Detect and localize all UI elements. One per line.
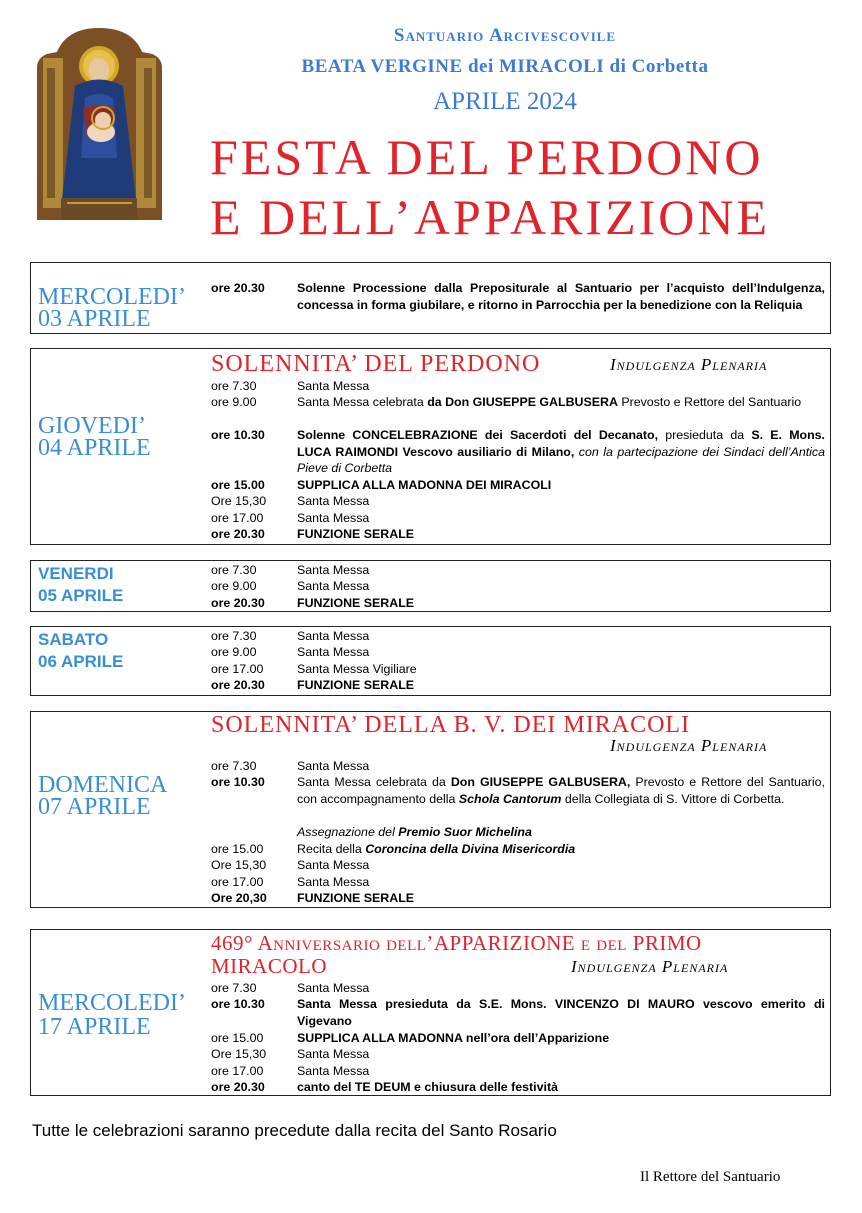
desc-part: Assegnazione del [297,825,399,839]
desc-part: Solenne CONCELEBRAZIONE dei Sacerdoti del Decanato, [297,428,659,442]
time: ore 17.00 [211,511,264,525]
time: ore 17.00 [211,662,264,676]
description: Santa Messa [297,858,370,872]
time: ore 7.30 [211,379,257,393]
day-name: MERCOLEDI’ [38,990,186,1016]
day-name: SABATO [38,630,109,649]
day-box-giovedi-04 [30,348,831,545]
time: ore 20.30 [211,1080,265,1094]
sanctuary-subtitle: BEATA VERGINE dei MIRACOLI di Corbetta [301,56,709,77]
time: ore 7.30 [211,981,257,995]
description: FUNZIONE SERALE [297,678,415,692]
time: ore 10.30 [211,997,265,1011]
day-box-domenica-07 [30,711,831,908]
description: Santa Messa [297,759,370,773]
day-box-mercoledi-03 [30,262,831,334]
description: Santa Messa [297,511,370,525]
description [297,841,825,858]
time: ore 9.00 [211,395,257,409]
anniversary-heading-cont: MIRACOLO [211,954,328,978]
description: Santa Messa [297,629,370,643]
madonna-icon [37,28,162,220]
desc-part: Santa Messa celebrata [297,395,428,409]
time: ore 17.00 [211,1064,264,1078]
time: ore 20.30 [211,527,265,541]
time: ore 10.30 [211,428,265,442]
month-year: APRILE 2024 [433,88,577,115]
desc-part: Prevosto e Rettore del Santuario, con accompagnamento della [297,775,826,806]
description: Santa Messa [297,875,370,889]
sanctuary-name: Santuario Arcivescovile [393,25,617,46]
time: ore 9.00 [211,645,257,659]
feast-title-line2: E DELL’APPARIZIONE [210,189,771,245]
description: Santa Messa [297,494,370,508]
description: Santa Messa [297,379,370,393]
description [297,427,825,477]
desc-part: S. E. Mons. LUCA RAIMONDI Vescovo ausiliario di Milano, [297,428,825,459]
time: ore 7.30 [211,759,257,773]
time: ore 15.00 [211,478,265,492]
time: ore 7.30 [211,563,257,577]
description: Santa Messa [297,1047,370,1061]
desc-part: nell’ora dell’Apparizione [462,1031,610,1045]
day-name: GIOVEDI’ [38,413,146,439]
description: Santa Messa [297,579,370,593]
desc-part: della Collegiata di S. Vittore di Corbetta. [561,791,785,806]
indulgence-label: Indulgenza Plenaria [610,736,768,755]
prayer-name: Coroncina della Divina Misericordia [365,842,576,856]
day-date: 06 APRILE [38,652,124,671]
time: Ore 15,30 [211,1047,267,1061]
description: FUNZIONE SERALE [297,527,415,541]
description: Santa Messa [297,645,370,659]
description: Santa Messa [297,981,370,995]
time: Ore 20,30 [211,891,267,905]
time: ore 15.00 [211,1031,264,1045]
description: Solenne Processione dalla Prepositurale al Santuario per l’acquisto dell’Indulgenza, concessa in forma giubilare, e ritorno in Parrocchia per la benedizione con la Reliquia [297,281,825,312]
description: canto del TE DEUM e chiusura delle festività [297,1080,558,1094]
award-name: Premio Suor Michelina [398,825,532,839]
day-name: MERCOLEDI’ [38,284,186,310]
celebrant: da Don GIUSEPPE GALBUSERA [427,395,618,409]
description: Santa Messa presieduta da S.E. Mons. VINCENZO DI MAURO vescovo emerito di Vigevano [297,997,825,1028]
signature: Il Rettore del Santuario [640,1169,781,1185]
desc-part: con la partecipazione dei Sindaci dell’Antica Pieve di Corbetta [297,444,825,475]
day-box-sabato-06 [30,626,831,696]
description [297,824,825,841]
feast-title-line1: FESTA DEL PERDONO [210,129,764,185]
desc-part: presieduta da [658,428,752,442]
time: Ore 15,30 [211,858,267,872]
day-box-venerdi-05 [30,560,831,612]
day-date: 04 APRILE [38,435,151,461]
day-name: DOMENICA [38,772,168,798]
time: ore 20.30 [211,281,265,295]
description: SUPPLICA ALLA MADONNA DEI MIRACOLI [297,478,552,492]
description: Santa Messa [297,563,370,577]
indulgence-label: Indulgenza Plenaria [571,957,729,976]
description [297,774,825,807]
time: ore 9.00 [211,579,257,593]
celebrant: Don GIUSEPPE GALBUSERA, [450,775,631,789]
time: ore 7.30 [211,629,257,643]
desc-part: SUPPLICA ALLA MADONNA [297,1031,463,1045]
description: Santa Messa [297,1064,370,1078]
time: ore 15.00 [211,842,264,856]
choir-name: Schola Cantorum [458,791,562,806]
description: Santa Messa Vigiliare [297,662,417,676]
anniversary-heading: 469° Anniversario dell’APPARIZIONE e del PRIMO [211,931,702,955]
solemnity-heading: SOLENNITA’ DELLA B. V. DEI MIRACOLI [211,712,691,738]
description: FUNZIONE SERALE [297,891,415,905]
day-box-mercoledi-17 [30,929,831,1096]
desc-part: Prevosto e Rettore del Santuario [617,395,802,409]
description [297,1030,825,1047]
desc-part: Recita della [297,842,366,856]
day-name: VENERDI [38,564,114,583]
time: ore 17.00 [211,875,264,889]
description [297,394,825,411]
rosary-note: Tutte le celebrazioni saranno precedute dalla recita del Santo Rosario [32,1121,557,1140]
time: ore 10.30 [211,775,265,789]
time: ore 20.30 [211,678,265,692]
day-date: 07 APRILE [38,794,151,820]
indulgence-label: Indulgenza Plenaria [610,355,768,374]
day-date: 03 APRILE [38,306,151,332]
description: FUNZIONE SERALE [297,596,415,610]
desc-part: Santa Messa celebrata da [297,775,451,789]
solemnity-heading: SOLENNITA’ DEL PERDONO [211,351,541,377]
time: ore 20.30 [211,596,265,610]
day-date: 05 APRILE [38,586,124,605]
day-date: 17 APRILE [38,1014,151,1040]
time: Ore 15,30 [211,494,267,508]
